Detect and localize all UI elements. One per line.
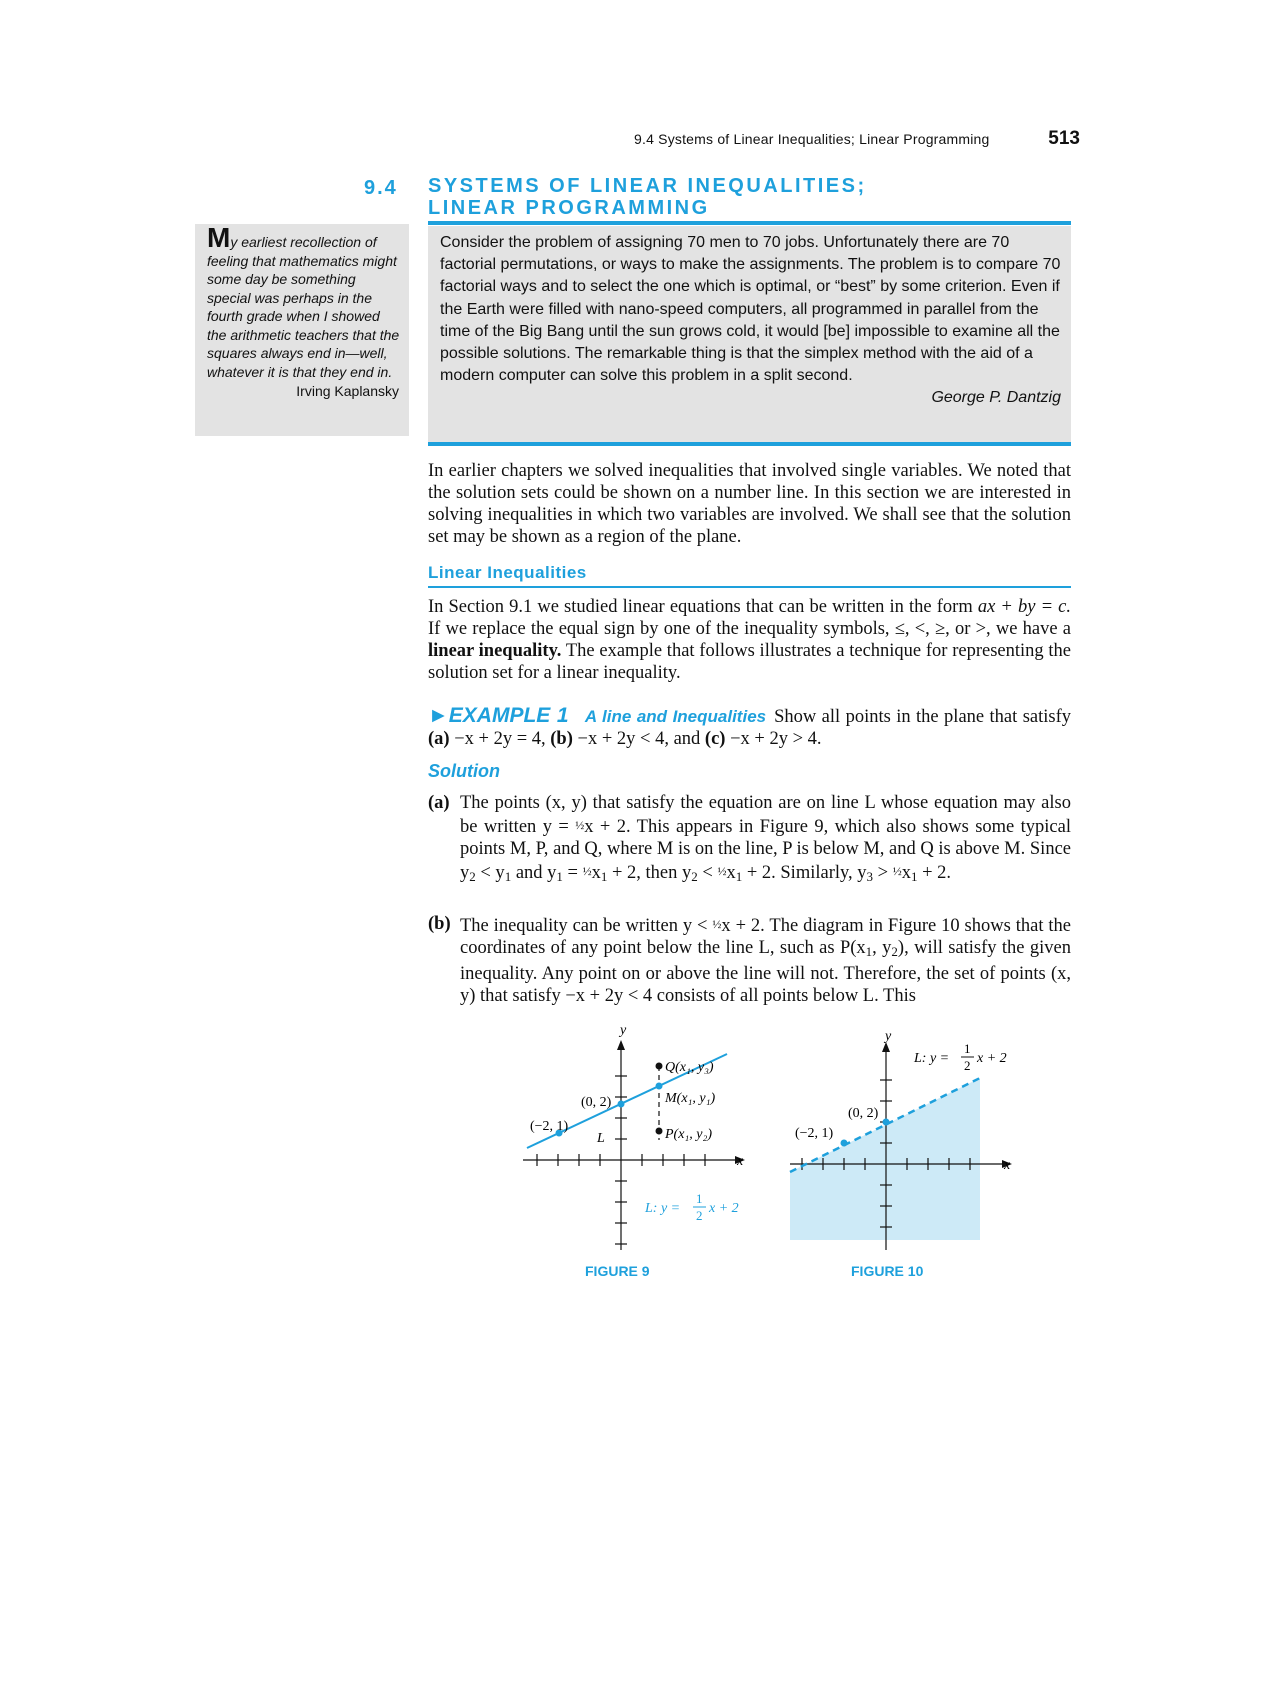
example-title: A line and Inequalities	[584, 707, 767, 726]
example-c-eq: −x + 2y > 4.	[725, 729, 822, 749]
linear-text-1: In Section 9.1 we studied linear equations that can be written in the form	[428, 597, 978, 617]
fig9-point-P	[656, 1128, 663, 1135]
solution-part-a	[428, 792, 1071, 888]
title-rule	[428, 221, 1071, 225]
example-b-eq: −x + 2y < 4, and	[572, 729, 705, 749]
part-b-label: (b)	[428, 914, 451, 934]
side-quote-author: Irving Kaplansky	[296, 383, 399, 399]
intro-paragraph: In earlier chapters we solved inequalities that involved single variables. We noted that the solution sets could be shown on a number line. In this section we are interested in solving inequalities in which two variables are involved. We shall see that the solution set may be shown as a region of the plane.	[428, 461, 1071, 547]
linear-text-2: If we replace the equal sign by one of the inequality symbols, ≤, <, ≥, or >, we have a	[428, 619, 1071, 639]
fig10-label-intercept: (0, 2)	[848, 1106, 879, 1121]
fig9-label-L: L	[597, 1131, 605, 1146]
fig10-eq-num: 1	[964, 1041, 971, 1056]
part-a-text: The points (x, y) that satisfy the equation are on line L whose equation may also be written y = ½x + 2. This appears in Figure 9, which also shows some typical points M, P, and Q, where M is on the line, P is below M, and Q is above M. Since $y_2 < y_1$ and $y_1$ = $\frac{1}{2}x_1 + 2$, then $y_2$ < $\frac{1}{2}x_1 + 2$. Similarly, $y_3$ > $\frac{1}{2}x_1 + 2$.	[460, 793, 1071, 884]
fig10-point-intercept	[883, 1119, 890, 1126]
running-head-text: 9.4 Systems of Linear Inequalities; Linear Programming	[634, 131, 990, 147]
fig9-point-Q	[656, 1063, 663, 1070]
fig10-y-label: y	[885, 1030, 892, 1044]
fig10-label-minus2: (−2, 1)	[795, 1126, 834, 1141]
fig9-eq-den: 2	[696, 1208, 703, 1223]
solution-heading: Solution	[428, 761, 500, 781]
page-number: 513	[1048, 128, 1080, 149]
fig9-point-M	[656, 1083, 663, 1090]
subsection-rule	[428, 586, 1071, 588]
fig10-shaded-region	[790, 1078, 980, 1240]
epigraph-rule	[428, 442, 1071, 446]
subsection-heading: Linear Inequalities	[428, 563, 587, 582]
solution-part-b	[428, 913, 1071, 1007]
example-c-label: (c)	[704, 729, 726, 749]
fig9-label-M: M(x₁, y₁)	[665, 1091, 716, 1106]
fig10-eq-rhs: x + 2	[977, 1051, 1007, 1066]
section-number: 9.4	[364, 177, 398, 199]
fig9-point-intercept	[618, 1101, 625, 1108]
epigraph	[428, 226, 1071, 442]
figure-10	[780, 1030, 1020, 1260]
epigraph-text: Consider the problem of assigning 70 men to 70 jobs. Unfortunately there are 70 factorial permutations, or ways to make the assignments. The problem is to compare 70 factorial ways and to select the one which is optimal, or “best” by some criterion. Even if the Earth were filled with nano-speed computers, all programmed in parallel from the time of the Big Bang until the sun grows cold, it would [be] impossible to examine all the possible solutions. The remarkable thing is that the simplex method with the aid of a modern computer can solve this problem in a split second.	[440, 234, 1061, 385]
fig9-x-label: x	[737, 1154, 744, 1169]
fig10-eq-den: 2	[964, 1058, 971, 1073]
figure-10-caption: FIGURE 10	[851, 1263, 924, 1279]
part-b-text: The inequality can be written y < ½x + 2. The diagram in Figure 10 shows that the coordinates of any point below the line L, such as $P(x_1$, $y_2$), will satisfy the given inequality. Any point on or above the line will not. Therefore, the set of points (x, y) that satisfy −x + 2y < 4 consists of all points below L. This	[460, 916, 1071, 1006]
fig9-eq-rhs: x + 2	[709, 1201, 739, 1216]
section-title-line-1: SYSTEMS OF LINEAR INEQUALITIES;	[428, 175, 867, 197]
running-head	[600, 128, 1080, 154]
fig9-y-label: y	[620, 1023, 627, 1038]
fig9-label-P: P(x₁, y₂)	[665, 1127, 713, 1142]
fig9-eq-num: 1	[696, 1191, 703, 1206]
example-label: ►EXAMPLE 1	[428, 704, 569, 727]
fig9-label-minus2: (−2, 1)	[530, 1119, 569, 1134]
section-title-line-2: LINEAR PROGRAMMING	[428, 197, 710, 219]
example-text: Show all points in the plane that satisfy	[774, 707, 1072, 727]
section-title	[428, 175, 1068, 219]
example-1	[428, 705, 1071, 750]
linear-inequalities-paragraph	[428, 596, 1071, 684]
example-b-label: (b)	[550, 729, 573, 749]
fig9-y-arrow	[617, 1040, 625, 1050]
linear-equation: ax + by = c.	[977, 597, 1071, 617]
drop-cap: M	[207, 222, 231, 253]
epigraph-author: George P. Dantzig	[931, 389, 1061, 407]
side-quote	[195, 224, 409, 436]
example-a-eq: −x + 2y = 4,	[449, 729, 551, 749]
part-a-label: (a)	[428, 793, 450, 813]
fig10-eq-lhs: L: y =	[914, 1051, 950, 1066]
fig9-label-Q: Q(x₁, y₃)	[665, 1060, 714, 1075]
linear-term: linear inequality.	[428, 641, 562, 661]
fig9-label-intercept: (0, 2)	[581, 1095, 612, 1110]
fig9-eq-lhs: L: y =	[645, 1201, 681, 1216]
figure-9-caption: FIGURE 9	[585, 1263, 650, 1279]
fig10-x-label: x	[1004, 1158, 1011, 1173]
fig10-point-minus2	[841, 1140, 848, 1147]
example-a-label: (a)	[428, 729, 450, 749]
linear-text-3: The example that follows illustrates a technique for representing the solution set for a linear inequality.	[428, 641, 1072, 683]
figure-9	[515, 1020, 755, 1260]
side-quote-text: y earliest recollection of feeling that mathematics might some day be something special was perhaps in the fourth grade when I showed the arithmetic teachers that the squares always end in—well, whatever it is that they end in.	[207, 234, 400, 380]
